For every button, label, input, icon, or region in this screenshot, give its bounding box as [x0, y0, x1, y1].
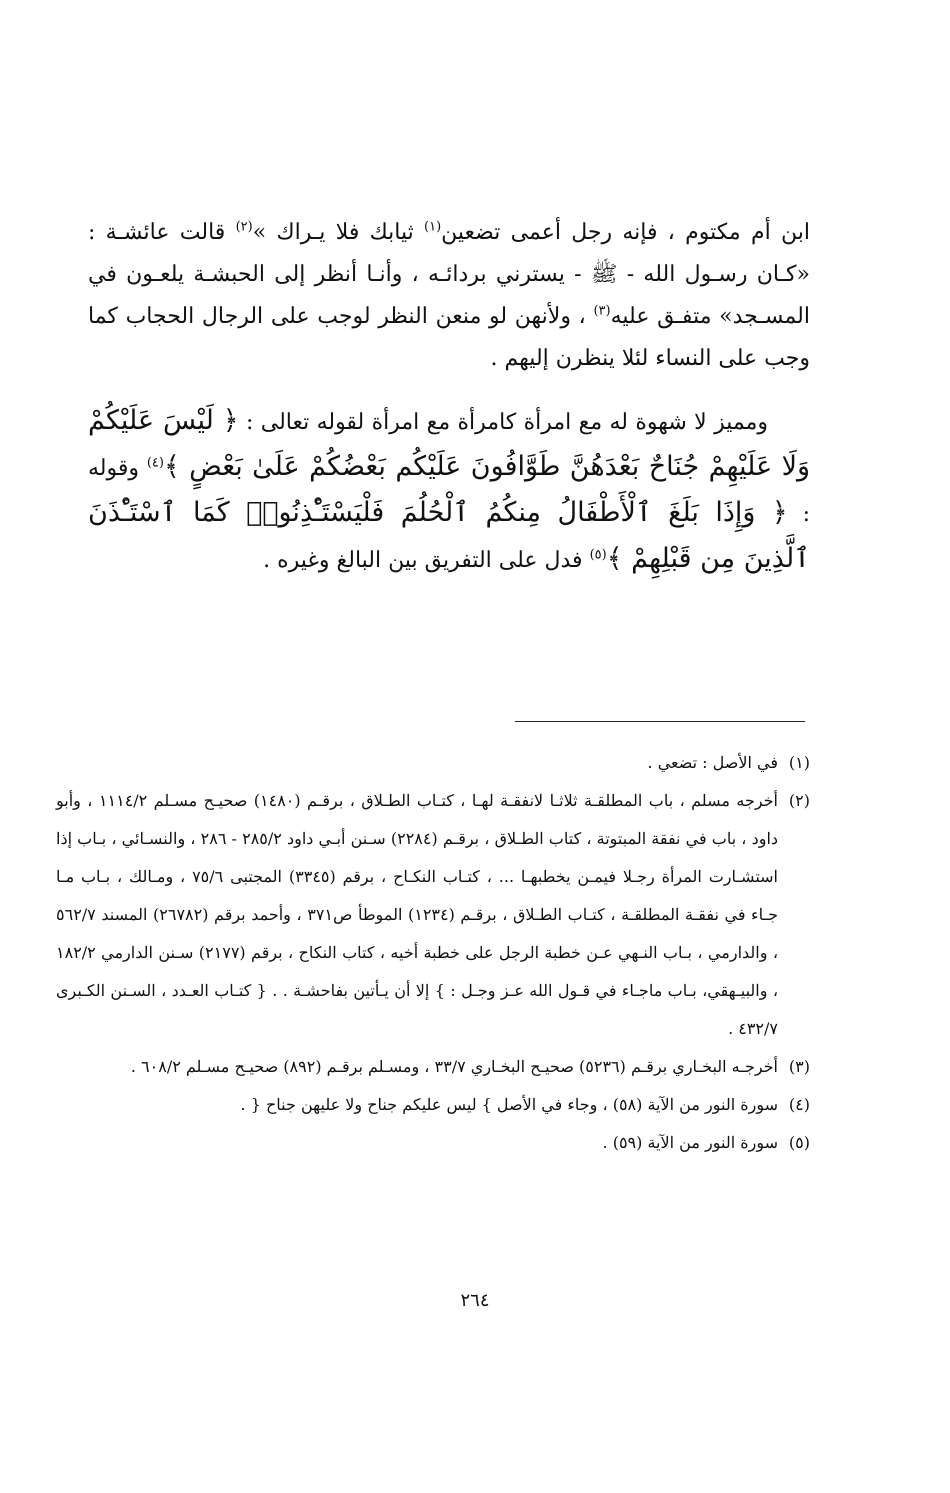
footnote-number: (٣)	[788, 1057, 810, 1076]
footnote-text: أخرجـه البخـاري برقـم (٥٢٣٦) صحيـح البخـاري ٣٣/٧ ، ومسـلم برقـم (٨٩٢) صحيـح مسـلم ٦٠٨/٢ .	[130, 1057, 778, 1076]
quran-verse-1: ﴿ لَيْسَ عَلَيْكُمْ وَلَا عَلَيْهِمْ جُنَاحٌ بَعْدَهُنَّ طَوَّافُونَ عَلَيْكُم بَعْضُكُمْ عَلَىٰ بَعْضٍ ﴾	[88, 405, 811, 482]
text-run: وقوله :	[88, 456, 811, 527]
footnote-4	[56, 1086, 810, 1124]
quran-verse-2: ﴿ وَإِذَا بَلَغَ ٱلْأَطْفَالُ مِنكُمُ ٱلْحُلُمَ فَلْيَسْتَـْٔذِنُوا۟ كَمَا ٱسْتَـْٔذَنَ ٱلَّذِينَ مِن قَبْلِهِمْ ﴾	[88, 497, 810, 574]
footnote-number: (٥)	[788, 1133, 810, 1152]
footnotes	[56, 744, 810, 1162]
paragraph-2	[88, 398, 810, 582]
footnote-separator	[515, 721, 805, 722]
text-run: ابن أم مكتوم ، فإنه رجل أعمى تضعين	[441, 220, 810, 245]
footnote-text: أخرجه مسلم ، باب المطلقـة ثلاثـا لانفقـة لهـا ، كتـاب الطـلاق ، برقـم (١٤٨٠) صحيـح مسـلم ١١١٤/٢ ، وأبو داود ، باب في نفقة المبتوتة ، كتاب الطـلاق ، برقـم (٢٢٨٤) سـنن أبـي داود ٢٨٥/٢ - ٢٨٦ ، والنسـائي ، بـاب إذا استشـارت المرأة رجـلا فيمـن يخطبهـا ... ، كتـاب النكـاح ، برقم (٣٣٤٥) المجتبى ٧٥/٦ ، ومـالك ، بـاب مـا جـاء في نفقـة المطلقـة ، كتـاب الطـلاق ، برقـم (١٢٣٤) الموطأ ص٣٧١ ، وأحمد برقم (٢٦٧٨٢) المسند ٥٦٢/٧ ، والدارمي ، بـاب النـهي عـن خطبة الرجل على خطبة أخيه ، كتاب النكاح ، برقم (٢١٧٧) سـنن الدارمي ١٨٢/٢ ، والبيـهقي، بـاب ماجـاء في قـول الله عـز وجـل : } إلا أن يـأتين بفاحشـة . . { كتـاب العـدد ، السـنن الكـبرى ٤٣٢/٧ .	[56, 791, 779, 1038]
footnote-2	[56, 782, 810, 1048]
footnote-ref-4: (٤)	[146, 455, 164, 471]
footnote-number: (١)	[788, 753, 810, 772]
footnote-ref-5: (٥)	[589, 547, 607, 563]
footnote-number: (٤)	[788, 1095, 810, 1114]
footnote-ref-2: (٢)	[235, 219, 253, 235]
footnote-ref-3: (٣)	[593, 303, 611, 319]
footnote-5	[56, 1124, 810, 1162]
paragraph-1	[88, 212, 810, 380]
footnote-ref-1: (١)	[424, 219, 442, 235]
main-text	[88, 212, 810, 582]
text-run: فدل على التفريق بين البالغ وغيره .	[263, 548, 590, 573]
footnote-text: في الأصل : تضعي .	[647, 753, 778, 772]
footnote-text: سورة النور من الآية (٥٨) ، وجاء في الأصل } ليس عليكم جناح ولا عليهن جناح { .	[240, 1095, 778, 1114]
footnote-number: (٢)	[788, 791, 810, 810]
text-run: قالت عائشـة : «كـان رسـول الله - ﷺ - يسترني بردائـه ، وأنـا أنظر إلى الحبشـة يلعـون في المسـجد» متفـق عليه	[88, 220, 810, 329]
page-number: ٢٦٤	[460, 1290, 490, 1311]
text-run: ومميز لا شهوة له مع امرأة كامرأة مع امرأة لقوله تعالى :	[238, 410, 768, 435]
footnote-text: سورة النور من الآية (٥٩) .	[602, 1133, 778, 1152]
text-run: ، ولأنهن لو منعن النظر لوجب على الرجال الحجاب كما وجب على النساء لئلا ينظرن إليهم .	[88, 304, 810, 371]
text-run: ثيابك فلا يـراك »	[252, 220, 425, 245]
footnote-3	[56, 1048, 810, 1086]
footnote-1	[56, 744, 810, 782]
